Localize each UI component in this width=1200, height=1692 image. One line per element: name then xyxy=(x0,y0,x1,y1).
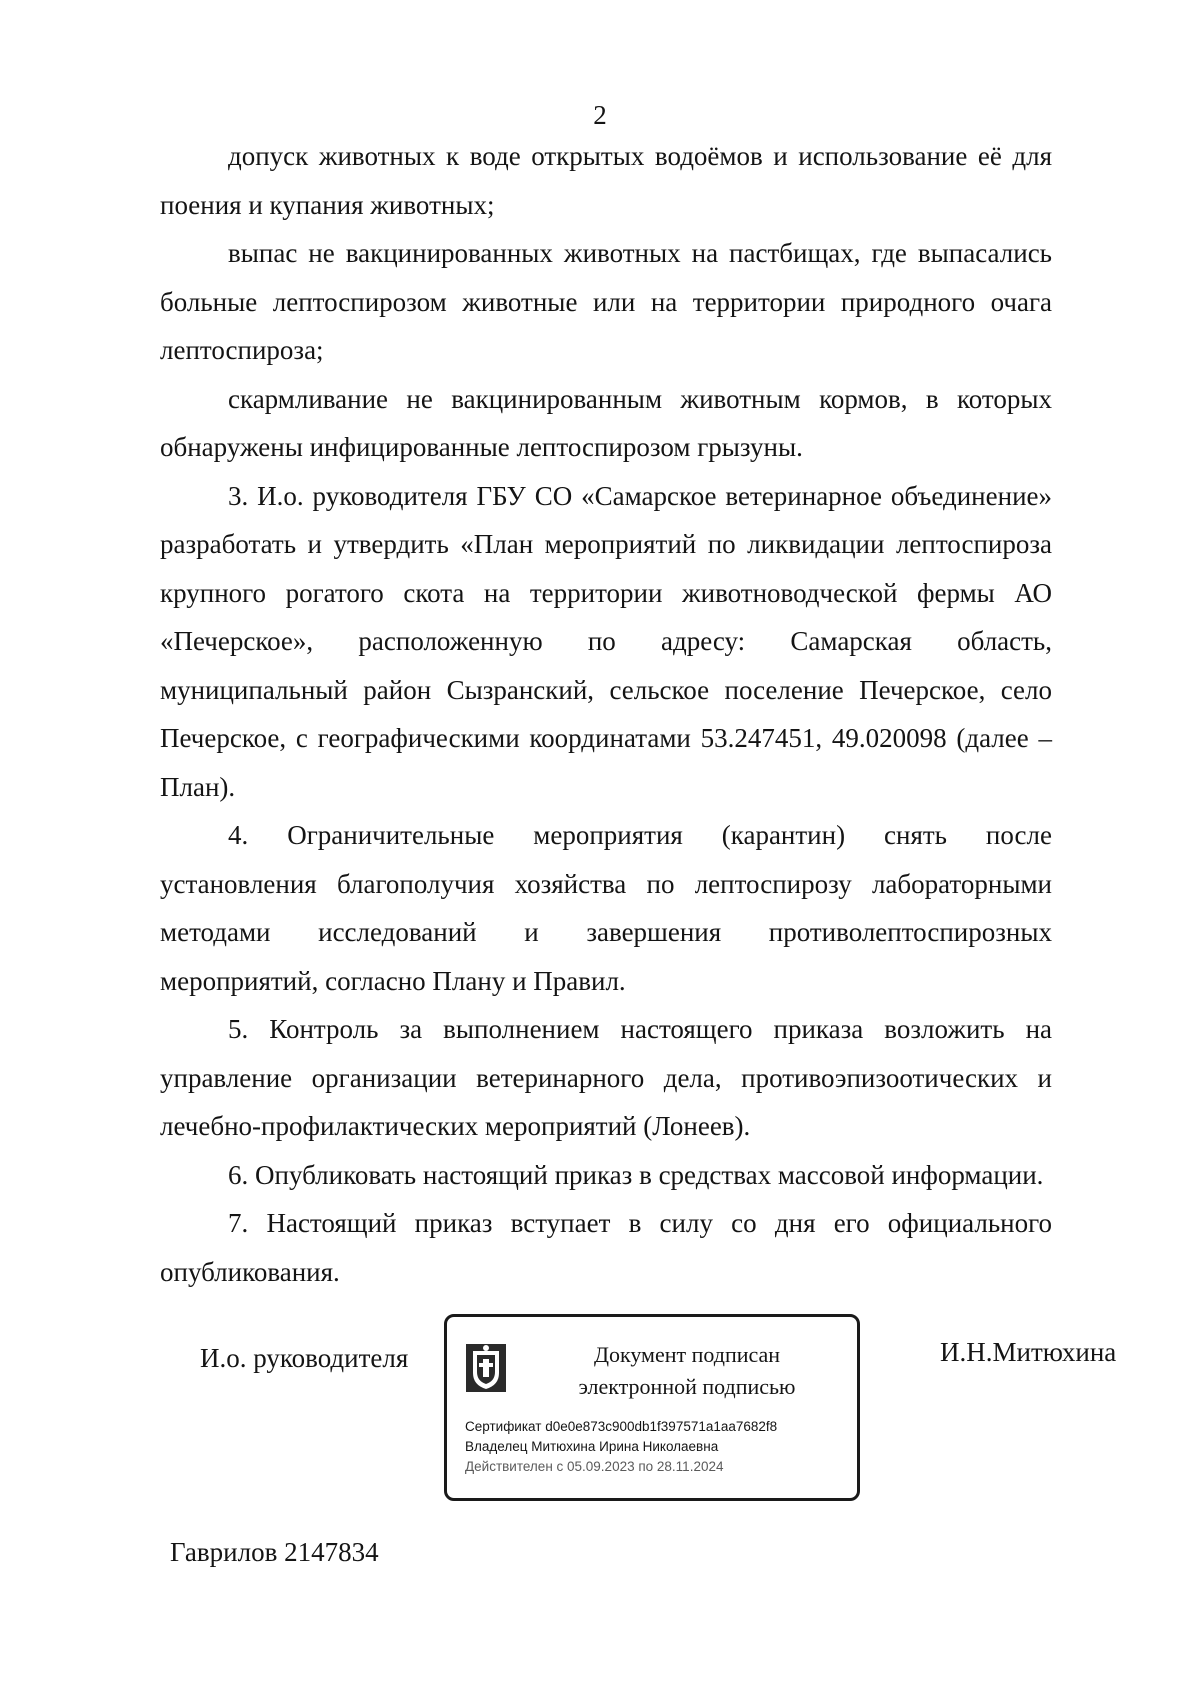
paragraph-item-7: 7. Настоящий приказ вступает в силу со дня его официального опубликования. xyxy=(160,1208,1052,1287)
document-body xyxy=(160,132,1052,1296)
signatory-name: И.Н.Митюхина xyxy=(940,1337,1117,1367)
paragraph-item-3: 3. И.о. руководителя ГБУ СО «Самарское ветеринарное объединение» разработать и утвердить «План мероприятий по ликвидации лептоспироза крупного рогатого скота на территории животноводческой фермы АО «Печерское», расположенную по адресу: Самарская область, муниципальный район Сызранский, сельское поселение Печерское, село Печерское, с географическими координатами 53.247451, 49.020098 (далее – План). xyxy=(160,480,1052,802)
paragraph-item-6: 6. Опубликовать настоящий приказ в средствах массовой информации. xyxy=(228,1159,1044,1190)
validity-line: Действителен с 05.09.2023 по 28.11.2024 xyxy=(465,1459,724,1474)
paragraph: допуск животных к воде открытых водоёмов и использование её для поения и купания животных; xyxy=(160,141,1052,220)
stamp-heading-line: электронной подписью xyxy=(578,1374,796,1399)
stamp-details xyxy=(465,1417,777,1477)
coat-of-arms-icon xyxy=(465,1343,507,1393)
paragraph-item-5: 5. Контроль за выполнением настоящего приказа возложить на управление организации ветеринарного дела, противоэпизоотических и лечебно-профилактических мероприятий (Лонеев). xyxy=(160,1014,1052,1141)
certificate-line: Сертификат d0e0e873c900db1f397571a1aa7682f8 xyxy=(465,1419,778,1434)
signatory-title: И.о. руководителя xyxy=(200,1343,409,1373)
stamp-heading-line: Документ подписан xyxy=(593,1342,781,1367)
owner-line: Владелец Митюхина Ирина Николаевна xyxy=(465,1439,719,1454)
paragraph-item-4: 4. Ограничительные мероприятия (карантин) снять после установления благополучия хозяйства по лептоспирозу лабораторными методами исследований и завершения противолептоспирозных мероприятий, согласно Плану и Правил. xyxy=(160,820,1052,996)
paragraph: выпас не вакцинированных животных на пастбищах, где выпасались больные лептоспирозом животные или на территории природного очага лептоспироза; xyxy=(160,238,1052,365)
executor-note: Гаврилов 2147834 xyxy=(170,1537,379,1567)
electronic-signature-stamp xyxy=(444,1314,860,1501)
page-number: 2 xyxy=(593,100,607,130)
stamp-heading xyxy=(537,1339,837,1403)
paragraph: скармливание не вакцинированным животным кормов, в которых обнаружены инфицированные лептоспирозом грызуны. xyxy=(160,383,1052,462)
